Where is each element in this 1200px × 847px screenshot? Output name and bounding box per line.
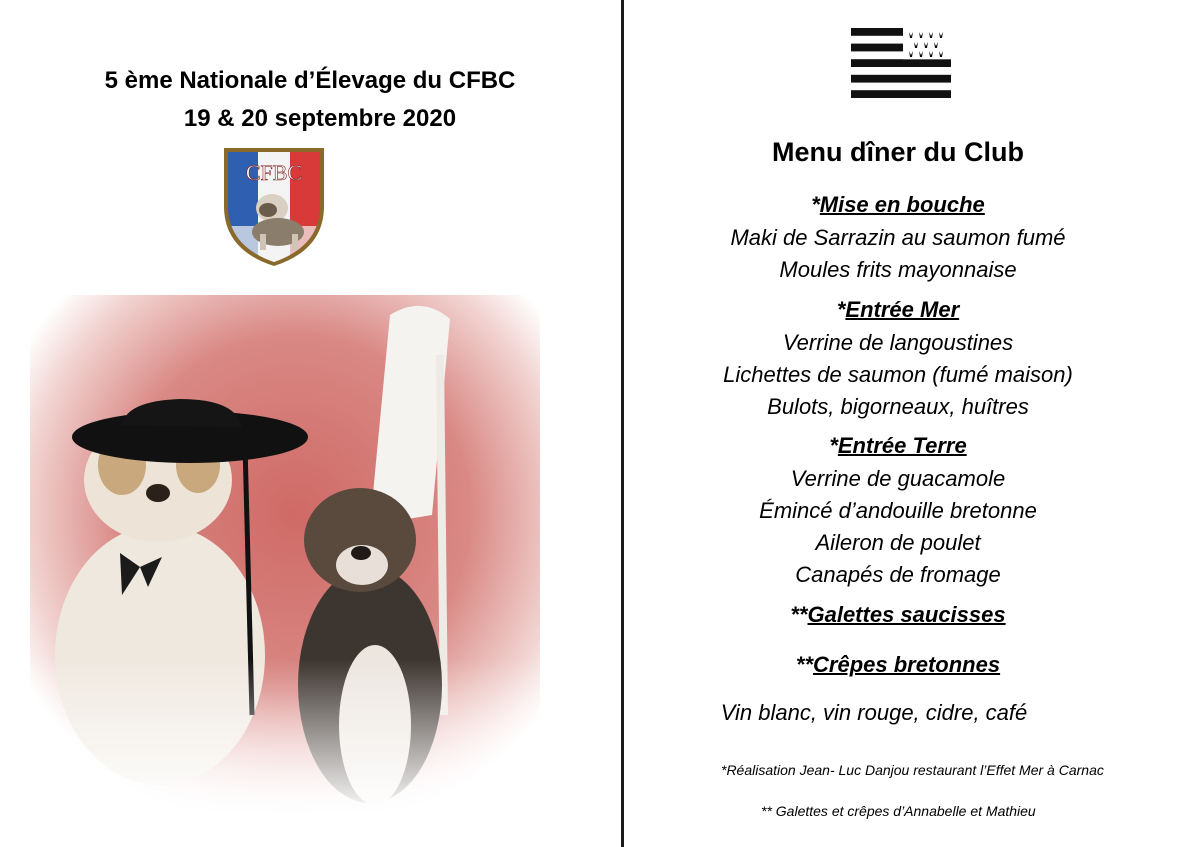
menu-item: Verrine de langoustines <box>782 330 1014 355</box>
section-label: Crêpes bretonnes <box>813 652 1001 677</box>
footnote-chef: *Réalisation Jean- Luc Danjou restaurant l’Effet Mer à Carnac <box>721 762 1104 778</box>
drinks: Vin blanc, vin rouge, cidre, café <box>720 700 1028 725</box>
menu-item: Moules frits mayonnaise <box>779 257 1017 282</box>
section-label: Entrée Terre <box>837 433 967 458</box>
footnote-crepes: ** Galettes et crêpes d’Annabelle et Mathieu <box>761 803 1036 819</box>
menu-item: Bulots, bigorneaux, huîtres <box>767 394 1029 419</box>
section-prefix: * <box>836 297 846 322</box>
menu-item: Verrine de guacamole <box>790 466 1006 491</box>
section-prefix: * <box>811 192 820 217</box>
section-mise-en-bouche <box>648 192 1148 218</box>
bulldogs-photo <box>30 295 540 815</box>
menu-title: Menu dîner du Club <box>772 137 1024 167</box>
event-title-line1: 5 ème Nationale d’Élevage du CFBC <box>104 67 516 94</box>
section-label: Galettes saucisses <box>807 602 1006 627</box>
event-title <box>60 62 560 138</box>
menu-item: Canapés de fromage <box>795 562 1001 587</box>
section-label: Mise en bouche <box>819 192 985 217</box>
menu-item: Lichettes de saumon (fumé maison) <box>723 362 1073 387</box>
menu-item: Aileron de poulet <box>815 530 981 555</box>
section-crepes <box>648 652 1148 678</box>
section-galettes <box>648 602 1148 628</box>
event-dates: 19 & 20 septembre 2020 <box>183 105 457 132</box>
section-prefix: * <box>829 433 838 458</box>
section-prefix: ** <box>790 602 808 627</box>
crest-text: CFBC <box>245 160 303 185</box>
section-entree-terre <box>648 433 1148 459</box>
section-prefix: ** <box>795 652 814 677</box>
section-entree-mer <box>648 297 1148 323</box>
breton-flag-icon <box>851 28 951 98</box>
menu-item: Émincé d’andouille bretonne <box>759 498 1037 523</box>
menu-item: Maki de Sarrazin au saumon fumé <box>730 225 1066 250</box>
section-label: Entrée Mer <box>845 297 960 322</box>
cfbc-crest-logo <box>222 146 326 266</box>
